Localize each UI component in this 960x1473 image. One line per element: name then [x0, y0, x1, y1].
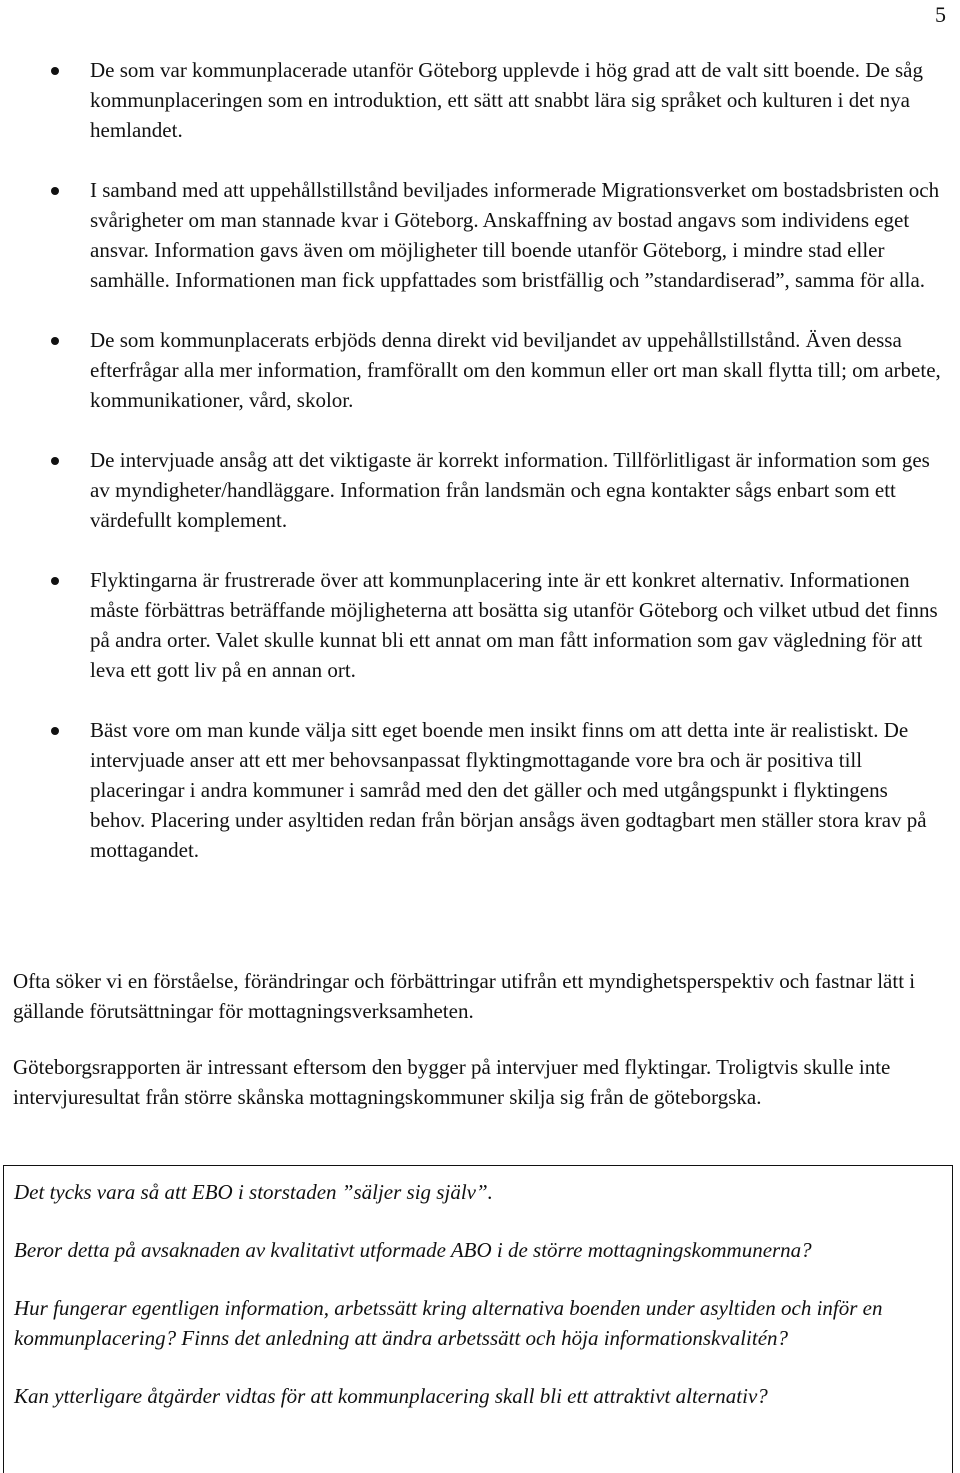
body-paragraph: Göteborgsrapporten är intressant eftersom den bygger på intervjuer med flyktingar. Troligtvis skulle inte intervjuresultat från större skånska mottagningskommuner skilja sig från de göteborgska.	[13, 1055, 891, 1109]
bullet-dot-icon	[51, 337, 59, 345]
bullet-item	[0, 325, 960, 415]
bullet-text: De som kommunplacerats erbjöds denna direkt vid beviljandet av uppehållstillstånd. Även dessa efterfrågar alla mer information, framförallt om den kommun eller ort man skall flytta till; om arbete, kommunikationer, vård, skolor.	[90, 328, 941, 412]
page-number: 5	[935, 2, 946, 27]
bullet-list	[0, 55, 960, 895]
bullet-dot-icon	[51, 457, 59, 465]
question-text: Beror detta på avsaknaden av kvalitativt utformade ABO i de större mottagningskommunerna?	[14, 1238, 812, 1262]
bullet-text: I samband med att uppehållstillstånd beviljades informerade Migrationsverket om bostadsbristen och svårigheter om man stannade kvar i Göteborg. Anskaffning av bostad angavs som individens eget ansvar. Information gavs även om möjligheter till boende utanför Göteborg, i mindre stad eller samhälle. Informationen man fick uppfattades som bristfällig och ”standardiserad”, samma för alla.	[90, 178, 940, 292]
bullet-item	[0, 715, 960, 865]
bullet-item	[0, 55, 960, 145]
bullet-dot-icon	[51, 727, 59, 735]
bullet-text: Bäst vore om man kunde välja sitt eget boende men insikt finns om att detta inte är realistiskt. De intervjuade anser att ett mer behovsanpassat flyktingmottagande vore bra och är positiva till placeringar i andra kommuner i samråd med den det gäller och med utgångspunkt i flyktingens behov. Placering under asyltiden redan från början ansågs även godtagbart men ställer stora krav på mottagandet.	[90, 718, 927, 862]
bullet-text: De som var kommunplacerade utanför Göteborg upplevde i hög grad att de valt sitt boende. De såg kommunplaceringen som en introduktion, ett sätt att snabbt lära sig språket och kulturen i det nya hemlandet.	[90, 58, 923, 142]
bullet-dot-icon	[51, 577, 59, 585]
bullet-text: Flyktingarna är frustrerade över att kommunplacering inte är ett konkret alternativ. Informationen måste förbättras beträffande möjligheterna att bosätta sig utanför Göteborg och vilket utbud det finns på andra orter. Valet skulle kunnat bli ett annat om man fått information som gav vägledning för att leva ett gott liv på en annan ort.	[90, 568, 938, 682]
body-paragraph: Ofta söker vi en förståelse, förändringar och förbättringar utifrån ett myndighetsperspektiv och fastnar lätt i gällande förutsättningar för mottagningsverksamheten.	[13, 969, 916, 1023]
bullet-item	[0, 565, 960, 685]
question-box	[3, 1165, 953, 1473]
bullet-item	[0, 175, 960, 295]
question-text: Hur fungerar egentligen information, arbetssätt kring alternativa boenden under asyltiden och inför en kommunplacering? Finns det anledning att ändra arbetssätt och höja informationskvalitén?	[14, 1296, 883, 1350]
question-text: Kan ytterligare åtgärder vidtas för att kommunplacering skall bli ett attraktivt alternativ?	[14, 1384, 768, 1408]
question-text: Det tycks vara så att EBO i storstaden ”säljer sig själv”.	[14, 1180, 493, 1204]
body-paragraphs	[13, 966, 948, 1138]
bullet-dot-icon	[51, 67, 59, 75]
bullet-item	[0, 445, 960, 535]
bullet-dot-icon	[51, 187, 59, 195]
bullet-text: De intervjuade ansåg att det viktigaste är korrekt information. Tillförlitligast är information som ges av myndigheter/handläggare. Information från landsmän och egna kontakter sågs enbart som ett värdefullt komplement.	[90, 448, 930, 532]
